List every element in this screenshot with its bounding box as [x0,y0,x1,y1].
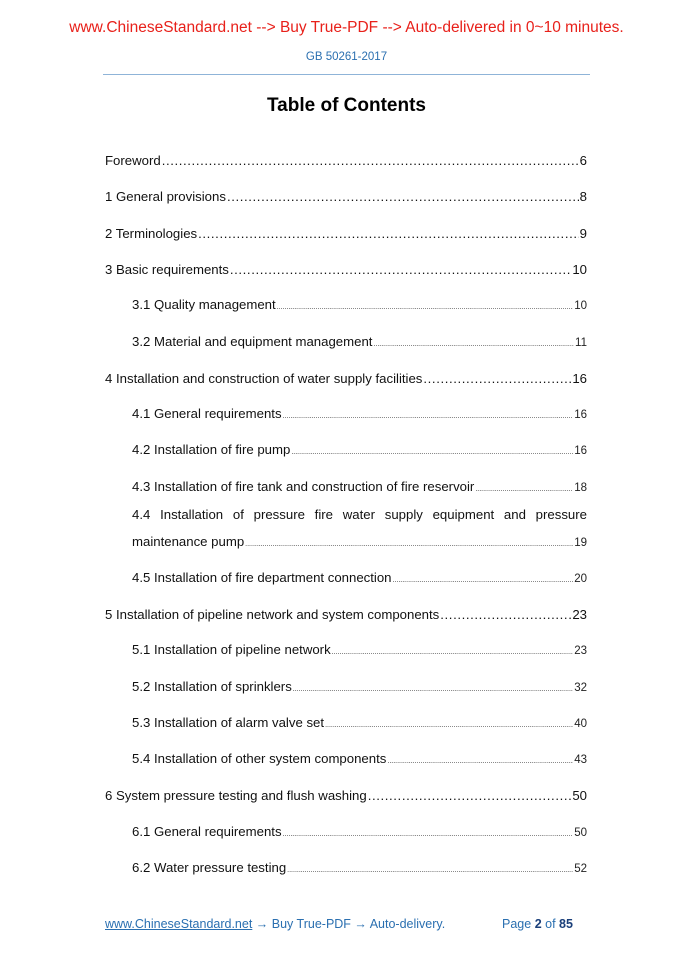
page-label: Page [502,917,532,931]
toc-entry-label: 5.2 Installation of sprinklers [132,679,292,694]
dot-leader [227,189,579,204]
toc-entry-section-2[interactable] [105,226,587,241]
toc-entry-label: 1 General provisions [105,189,226,204]
toc-entry-label: 6.2 Water pressure testing [132,860,287,875]
toc-page-number: 19 [574,537,587,549]
dot-leader [373,341,574,348]
toc-page-number: 6 [579,153,587,168]
toc-entry-label: 5 Installation of pipeline network and system components [105,607,440,622]
toc-entry-section-6-2[interactable] [132,860,587,875]
toc-entry-section-5-3[interactable] [132,715,587,730]
toc-entry-label: 2 Terminologies [105,226,198,241]
dot-leader [440,607,571,622]
toc-entry-label: maintenance pump [132,534,245,549]
toc-entry-section-5-1[interactable] [132,642,587,657]
dot-leader [283,831,574,838]
toc-page-number: 43 [574,754,587,766]
toc-entry-section-4-4-first-line[interactable]: 4.4 Installation of pressure fire water supply equipment and pressure [132,507,587,522]
dot-leader [293,686,573,693]
header-divider [103,74,590,75]
toc-entry-section-6[interactable] [105,788,587,803]
document-id: GB 50261-2017 [305,51,388,63]
toc-entry-label: 4 Installation and construction of water supply facilities [105,371,423,386]
toc-entry-section-3-1[interactable] [132,297,587,312]
toc-entry-section-5-2[interactable] [132,679,587,694]
toc-entry-section-4[interactable] [105,371,587,386]
toc-page-number: 50 [572,788,587,803]
dot-leader [393,577,574,584]
toc-page-number: 16 [574,445,587,457]
toc-entry-section-4-2[interactable] [132,442,587,457]
total-pages-number: 85 [559,917,573,931]
toc-page-number: 40 [574,718,587,730]
toc-page-number: 18 [574,482,587,494]
toc-page-number: 23 [572,607,587,622]
dot-leader [198,226,579,241]
toc-page-number: 16 [572,371,587,386]
toc-entry-label: 3.2 Material and equipment management [132,334,373,349]
toc-page-number: 9 [579,226,587,241]
toc-entry-section-4-4[interactable] [132,534,587,549]
toc-entry-label: 4.3 Installation of fire tank and construction of fire reservoir [132,479,475,494]
dot-leader [475,486,573,493]
dot-leader [162,153,579,168]
toc-page-number: 23 [574,645,587,657]
toc-page-number: 10 [574,300,587,312]
toc-entry-section-4-3[interactable] [132,479,587,494]
dot-leader [245,541,573,548]
toc-entry-label: 6.1 General requirements [132,824,282,839]
dot-leader [287,867,573,874]
page-indicator [502,917,573,931]
toc-entry-section-1[interactable] [105,189,587,204]
toc-entry-label: 3.1 Quality management [132,297,276,312]
page-title: Table of Contents [266,95,427,116]
dot-leader [291,449,573,456]
toc-entry-section-4-5[interactable] [132,570,587,585]
toc-entry-label: 3 Basic requirements [105,262,229,277]
dot-leader [423,371,571,386]
footer-promo [105,917,445,931]
toc-entry-section-3-2[interactable] [132,334,587,349]
toc-entry-label: 4.5 Installation of fire department connection [132,570,392,585]
dot-leader [368,788,572,803]
toc-entry-section-3[interactable] [105,262,587,277]
current-page-number: 2 [534,917,542,931]
toc-entry-label: 6 System pressure testing and flush washing [105,788,367,803]
dot-leader [387,758,573,765]
dot-leader [277,304,574,311]
toc-entry-section-5-4[interactable] [132,751,587,766]
toc-entry-label: 5.4 Installation of other system components [132,751,387,766]
toc-entry-section-4-1[interactable] [132,406,587,421]
promo-banner[interactable]: www.ChineseStandard.net --> Buy True-PDF --> Auto-delivered in 0~10 minutes. [69,19,624,36]
toc-entry-label: Foreword [105,153,161,168]
toc-page-number: 11 [575,337,587,349]
toc-entry-label: 5.3 Installation of alarm valve set [132,715,325,730]
footer-promo-text: → Buy True-PDF → Auto-delivery. [252,917,446,931]
toc-page-number: 16 [574,409,587,421]
toc-entry-label: 4.2 Installation of fire pump [132,442,291,457]
footer-website-link[interactable]: www.ChineseStandard.net [105,917,253,931]
toc-entry-section-6-1[interactable] [132,824,587,839]
dot-leader [283,413,574,420]
toc-entry-foreword[interactable] [105,153,587,168]
toc-page-number: 8 [579,189,587,204]
toc-entry-section-5[interactable] [105,607,587,622]
dot-leader [325,722,573,729]
toc-entry-label: 5.1 Installation of pipeline network [132,642,331,657]
toc-page-number: 32 [574,682,587,694]
of-label: of [545,917,556,931]
dot-leader [230,262,571,277]
dot-leader [332,649,574,656]
toc-page-number: 50 [574,827,587,839]
toc-page-number: 20 [574,573,587,585]
toc-page-number: 10 [572,262,587,277]
toc-page-number: 52 [574,863,587,875]
toc-entry-label: 4.1 General requirements [132,406,282,421]
